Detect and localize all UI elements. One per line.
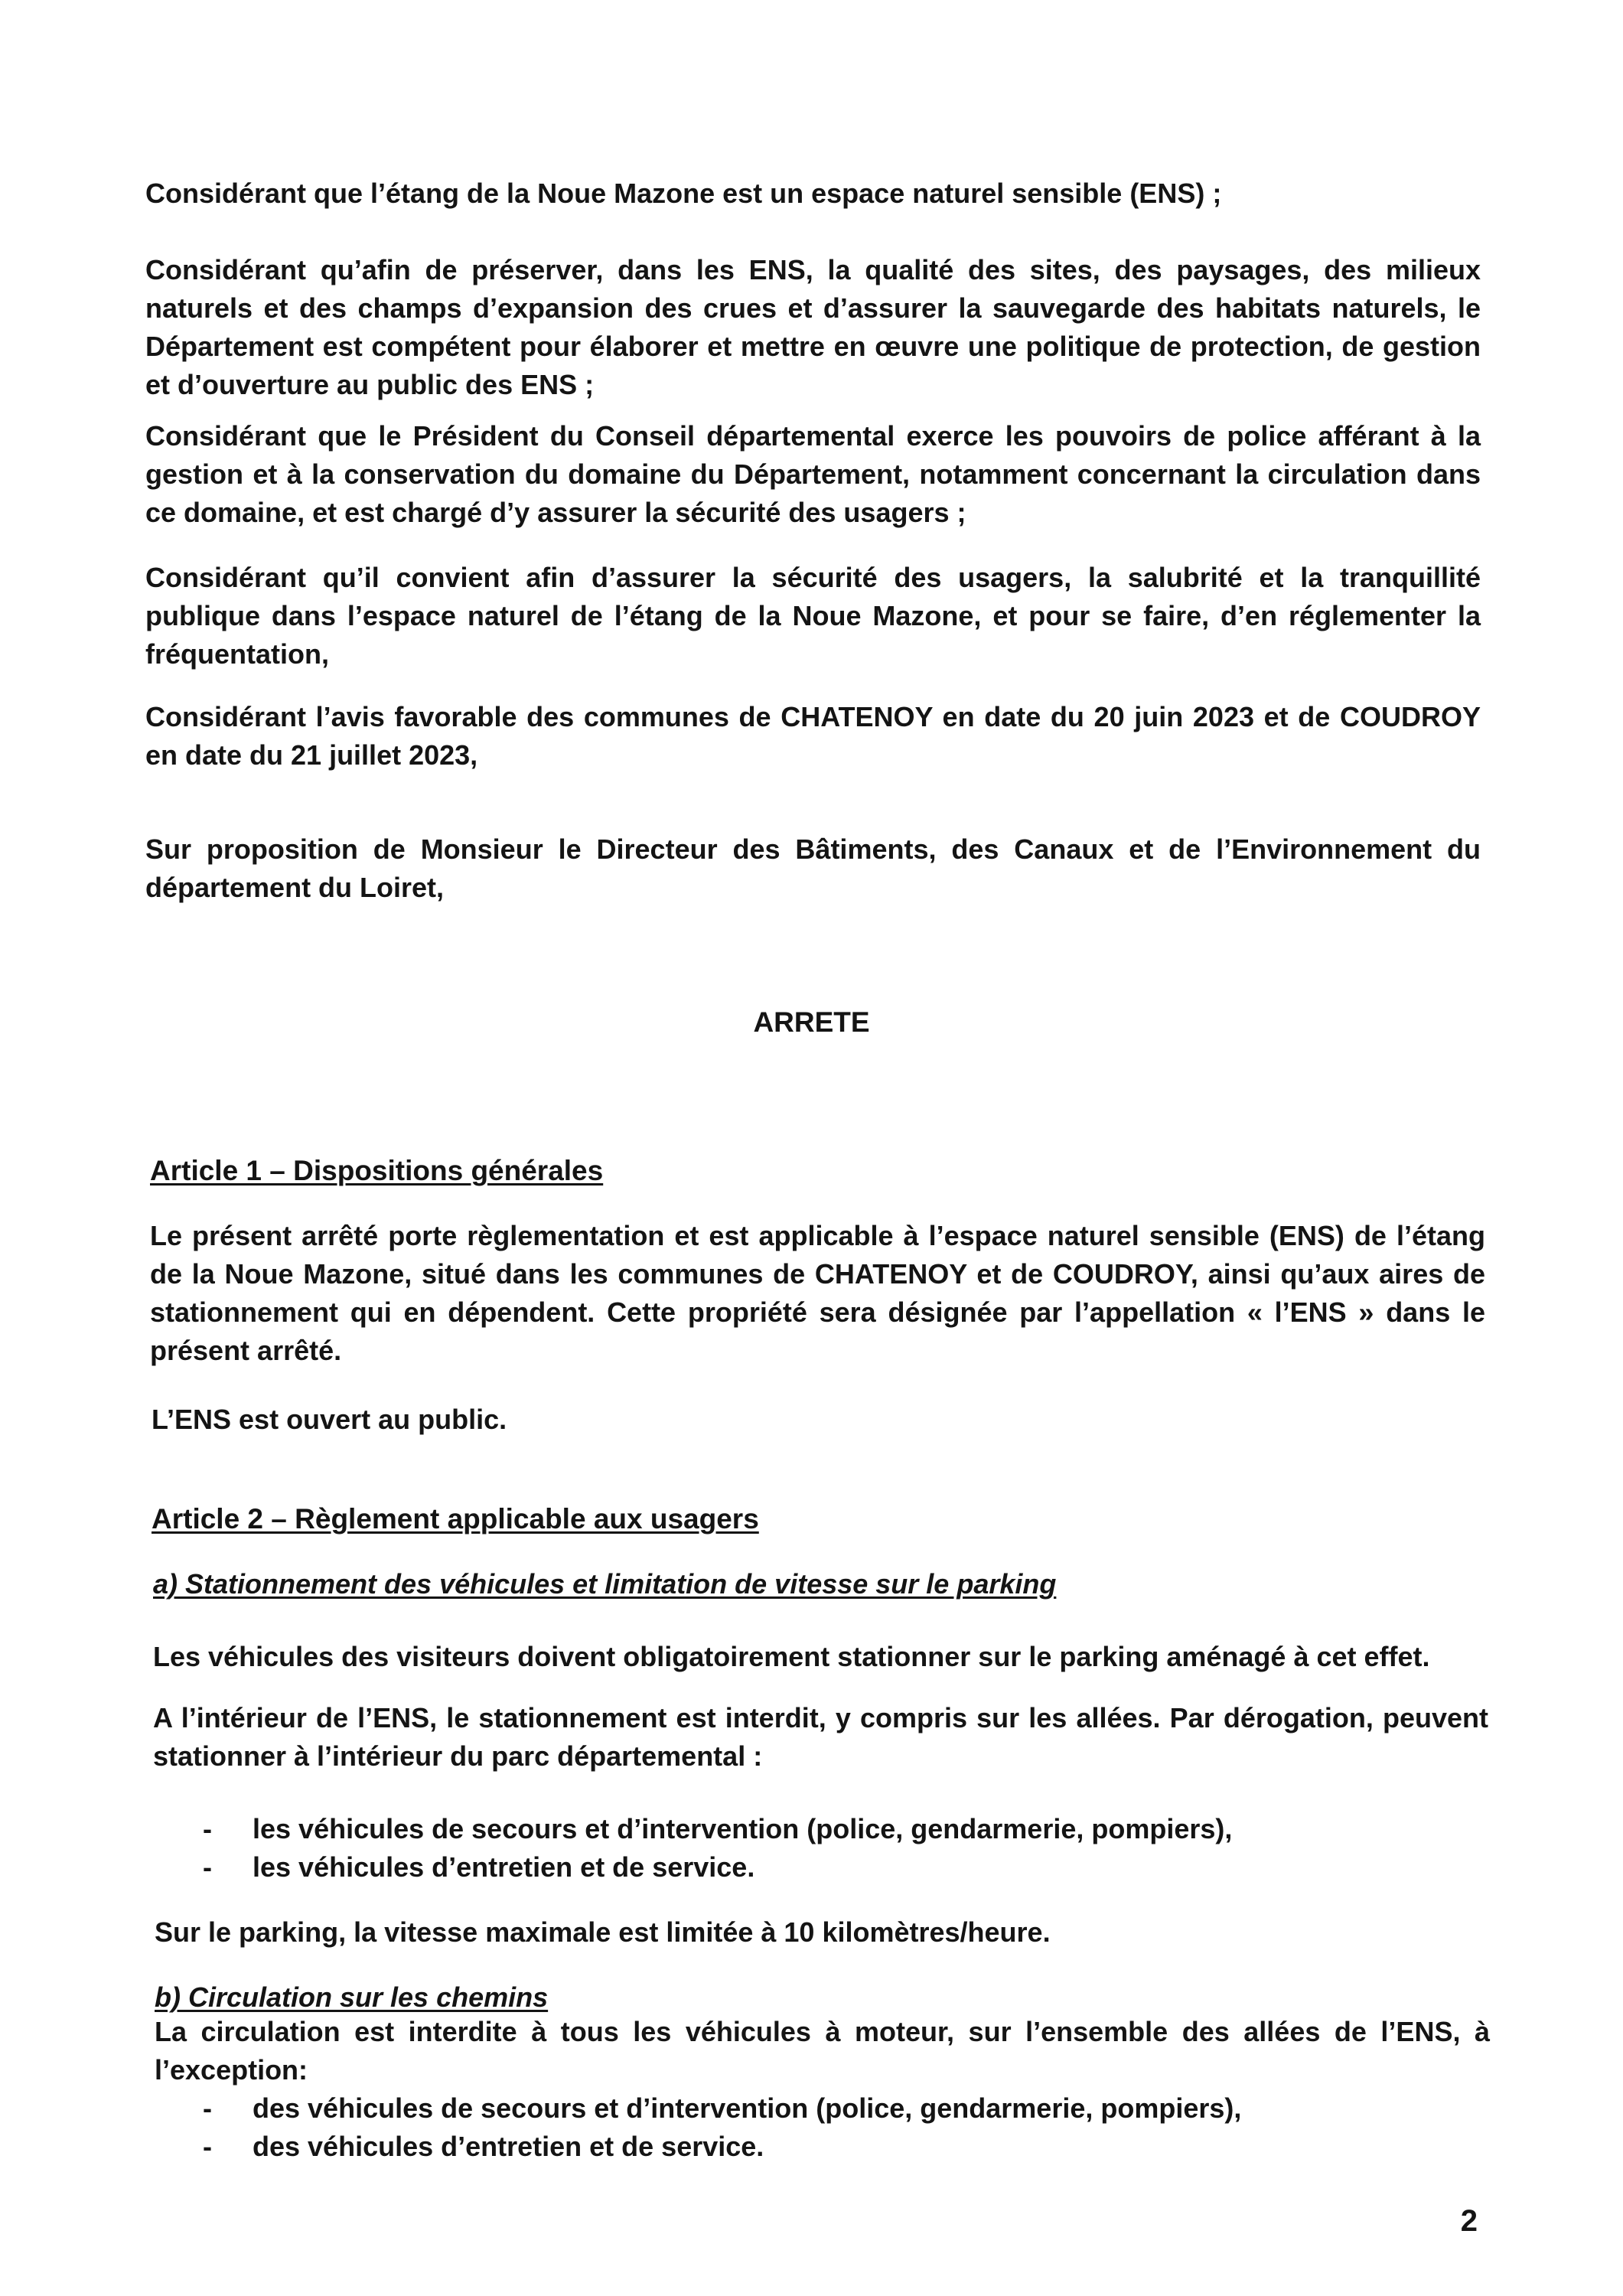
article-1-heading: Article 1 – Dispositions générales	[150, 1155, 604, 1186]
article-2-heading: Article 2 – Règlement applicable aux usagers	[152, 1503, 759, 1534]
list-item: - des véhicules de secours et d’intervention (police, gendarmerie, pompiers),	[203, 2092, 1242, 2124]
list-item: - des véhicules d’entretien et de service.	[203, 2131, 764, 2162]
section-a-exception-list	[203, 1810, 1458, 1887]
list-item: - les véhicules de secours et d’intervention (police, gendarmerie, pompiers),	[203, 1813, 1233, 1844]
considerant-police: Considérant que le Président du Conseil départemental exerce les pouvoirs de police afférant à la gestion et à la conservation du domaine du Département, notamment concernant la circulation dans ce domaine, et est chargé d’y assurer la sécurité des usagers ;	[145, 420, 1481, 528]
section-b-paragraph: La circulation est interdite à tous les véhicules à moteur, sur l’ensemble des allées de l’ENS, à l’exception:	[155, 2016, 1490, 2086]
section-a-heading: a) Stationnement des véhicules et limitation de vitesse sur le parking	[153, 1568, 1057, 1600]
considerant-avis: Considérant l’avis favorable des communes de CHATENOY en date du 20 juin 2023 et de COUDROY en date du 21 juillet 2023,	[145, 701, 1481, 771]
article-1-open-statement: L’ENS est ouvert au public.	[152, 1404, 507, 1435]
section-b-exception-list	[203, 2089, 1458, 2166]
proposition-paragraph: Sur proposition de Monsieur le Directeur des Bâtiments, des Canaux et de l’Environnement du département du Loiret,	[145, 833, 1481, 903]
page-number: 2	[1460, 2204, 1478, 2238]
decision-title: ARRETE	[753, 1006, 870, 1038]
section-a-parking-rule: Les véhicules des visiteurs doivent obligatoirement stationner sur le parking aménagé à cet effet.	[153, 1641, 1430, 1672]
considerant-competence: Considérant qu’afin de préserver, dans les ENS, la qualité des sites, des paysages, des milieux naturels et des champs d’expansion des crues et d’assurer la sauvegarde des habitats naturels, le Département est compétent pour élaborer et mettre en œuvre une politique de protection, de gestion et d’ouverture au public des ENS ;	[145, 254, 1481, 400]
considerant-securite: Considérant qu’il convient afin d’assurer la sécurité des usagers, la salubrité et la tranquillité publique dans l’espace naturel de l’étang de la Noue Mazone, et pour se faire, d’en réglementer la fréquentation,	[145, 562, 1481, 670]
section-a-speed-limit: Sur le parking, la vitesse maximale est limitée à 10 kilomètres/heure.	[155, 1916, 1051, 1948]
article-1-paragraph: Le présent arrêté porte règlementation et est applicable à l’espace naturel sensible (ENS) de l’étang de la Noue Mazone, situé dans les communes de CHATENOY et de COUDROY, ainsi qu’aux aires de stationnement qui en dépendent. Cette propriété sera désignée par l’appellation « l’ENS » dans le présent arrêté.	[150, 1220, 1485, 1366]
section-b-heading: b) Circulation sur les chemins	[155, 1981, 549, 2013]
list-item: - les véhicules d’entretien et de service.	[203, 1851, 755, 1883]
considerant-ens: Considérant que l’étang de la Noue Mazone est un espace naturel sensible (ENS) ;	[145, 178, 1222, 209]
section-a-derogation: A l’intérieur de l’ENS, le stationnement est interdit, y compris sur les allées. Par dérogation, peuvent stationner à l’intérieur du parc départemental :	[153, 1702, 1488, 1772]
